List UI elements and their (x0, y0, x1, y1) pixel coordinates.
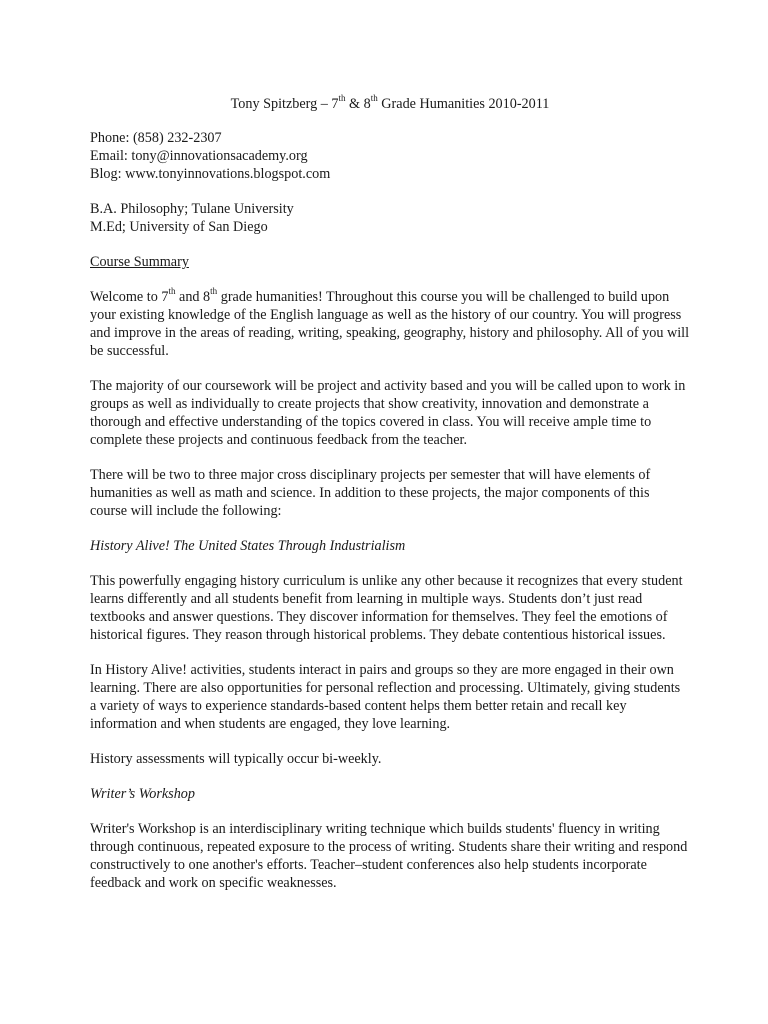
course-summary-heading: Course Summary (90, 254, 189, 270)
contact-info (90, 129, 690, 183)
history-alive-paragraph-2: In History Alive! activities, students interact in pairs and groups so they are more engaged in their own learning. There are also opportunities for personal reflection and processing. Ultimately, giving students a variety of ways to experience standards-based content helps them better retain and recall key information and when students are engaged, they love learning. (90, 662, 681, 732)
email-line: Email: tony@innovationsacademy.org (90, 148, 308, 164)
writers-workshop-heading: Writer’s Workshop (90, 786, 195, 802)
document-content (90, 95, 690, 909)
degree-med: M.Ed; University of San Diego (90, 219, 268, 235)
page-title: Tony Spitzberg – 7th & 8th Grade Humanities 2010-2011 (230, 93, 550, 112)
blog-line: Blog: www.tonyinnovations.blogspot.com (90, 166, 331, 182)
course-summary-paragraph-2: The majority of our coursework will be project and activity based and you will be called upon to work in groups as well as individually to create projects that show creativity, innovation and demonstrate a thorough and effective understanding of the topics covered in class. You will receive ample time to complete these projects and continuous feedback from the teacher. (90, 378, 686, 448)
history-alive-paragraph-3: History assessments will typically occur bi-weekly. (90, 751, 382, 767)
course-summary-paragraph-1: Welcome to 7th and 8th grade humanities! Throughout this course you will be challenged to build upon your existing knowledge of the English language as well as the history of our country. You will progress and improve in the areas of reading, writing, speaking, geography, history and philosophy. All of you will be successful. (90, 286, 690, 359)
history-alive-paragraph-1: This powerfully engaging history curriculum is unlike any other because it recognizes that every student learns differently and all students benefit from learning in multiple ways. Students don’t just read textbooks and answer questions. They discover information for themselves. They feel the emotions of historical figures. They reason through historical problems. They debate contentious historical issues. (90, 573, 683, 643)
degree-ba: B.A. Philosophy; Tulane University (90, 201, 294, 217)
degrees (90, 200, 690, 236)
history-alive-heading: History Alive! The United States Through Industrialism (90, 538, 406, 554)
phone-line: Phone: (858) 232-2307 (90, 130, 222, 146)
writers-workshop-paragraph-1: Writer's Workshop is an interdisciplinary writing technique which builds students' fluency in writing through continuous, repeated exposure to the process of writing. Students share their writing and respond constructively to one another's efforts. Teacher–student conferences also help students incorporate feedback and work on specific weaknesses. (90, 821, 688, 891)
course-summary-paragraph-3: There will be two to three major cross disciplinary projects per semester that will have elements of humanities as well as math and science. In addition to these projects, the major components of this course will include the following: (90, 467, 651, 519)
